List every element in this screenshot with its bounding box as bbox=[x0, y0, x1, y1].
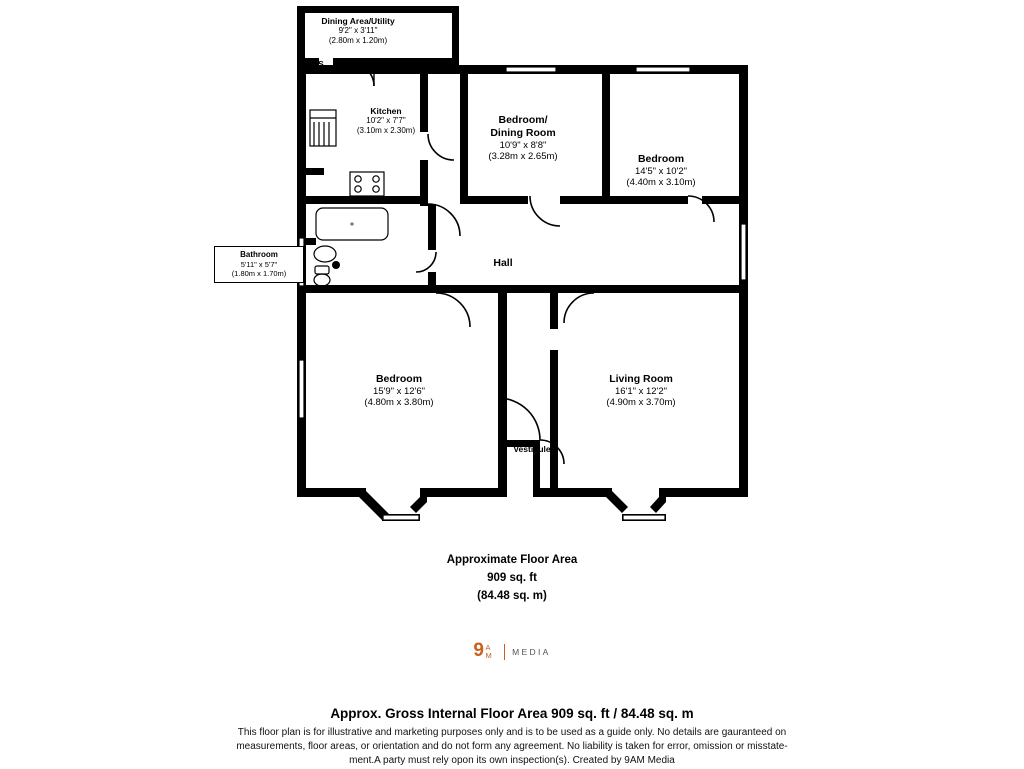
logo-word: MEDIA bbox=[512, 646, 551, 657]
room-label-hall bbox=[463, 257, 543, 270]
footer-line-3: ment.A party must rely opon its own inspection(s). Created by 9AM Media bbox=[349, 755, 675, 767]
room-name-line2: Dining Room bbox=[490, 126, 556, 139]
room-dim-metric: (1.80m x 1.70m) bbox=[231, 268, 287, 278]
room-name: Dining Area/Utility bbox=[321, 16, 395, 26]
room-label-living-room bbox=[555, 373, 727, 409]
room-name: Bedroom bbox=[375, 373, 423, 385]
room-dim-imperial: 14'5" x 10'2" bbox=[634, 165, 688, 177]
room-dim-imperial: 16'1" x 12'2" bbox=[614, 385, 668, 397]
footer-line-2: measurements, floor areas, or orientation and do not form any agreement. No liability is taken for error, omission or misstate- bbox=[236, 741, 788, 753]
logo-mark bbox=[473, 640, 550, 662]
room-dim-metric: (3.10m x 2.30m) bbox=[356, 126, 416, 136]
room-label-bathroom bbox=[214, 246, 304, 283]
logo-divider bbox=[504, 644, 505, 660]
room-dim-imperial: 15'9" x 12'6" bbox=[372, 385, 426, 397]
logo-nine: 9 bbox=[473, 640, 485, 661]
room-dim-metric: (3.28m x 2.65m) bbox=[488, 151, 558, 163]
footer-title: Approx. Gross Internal Floor Area 909 sq. ft / 84.48 sq. m bbox=[330, 706, 694, 721]
room-name: Bathroom bbox=[240, 250, 278, 259]
footer-disclaimer bbox=[0, 706, 1024, 769]
room-label-vestibule bbox=[480, 444, 584, 454]
room-name: Vestibule bbox=[513, 444, 551, 454]
room-name: Bedroom bbox=[637, 153, 685, 165]
floor-area-title: Approximate Floor Area bbox=[446, 554, 578, 566]
room-name: Hall bbox=[493, 257, 513, 269]
floor-area-sqft: 909 sq. ft bbox=[487, 571, 537, 584]
room-name: Living Room bbox=[609, 373, 673, 385]
room-name: Kitchen bbox=[370, 106, 402, 116]
room-dim-metric: (2.80m x 1.20m) bbox=[328, 36, 388, 46]
brand-logo bbox=[0, 640, 1024, 662]
room-label-dining-area-utility bbox=[268, 16, 448, 46]
room-dim-imperial: 10'9" x 8'8" bbox=[499, 139, 547, 151]
room-label-bedroom-front bbox=[313, 373, 485, 409]
room-dim-imperial: 9'2" x 3'11" bbox=[338, 26, 378, 36]
floor-area-sqm: (84.48 sq. m) bbox=[477, 589, 547, 602]
room-dim-metric: (4.40m x 3.10m) bbox=[626, 177, 696, 189]
footer-line-1: This floor plan is for illustrative and marketing purposes only and is to be used as a guide only. No details are gauranteed on bbox=[237, 727, 787, 738]
marker-store bbox=[308, 59, 334, 69]
room-label-bedroom-rear bbox=[575, 153, 747, 189]
logo-am bbox=[485, 644, 492, 660]
logo-m: M bbox=[485, 650, 493, 660]
approximate-floor-area bbox=[0, 552, 1024, 605]
room-dim-imperial: 5'11" x 5'7" bbox=[240, 259, 278, 269]
room-name-line1: Bedroom/ bbox=[498, 114, 548, 126]
room-dim-imperial: 10'2" x 7'7" bbox=[366, 116, 406, 126]
store-marker-label: S bbox=[318, 59, 324, 69]
logo-a: A bbox=[485, 642, 491, 652]
room-dim-metric: (4.80m x 3.80m) bbox=[364, 397, 434, 409]
room-dim-metric: (4.90m x 3.70m) bbox=[606, 397, 676, 409]
